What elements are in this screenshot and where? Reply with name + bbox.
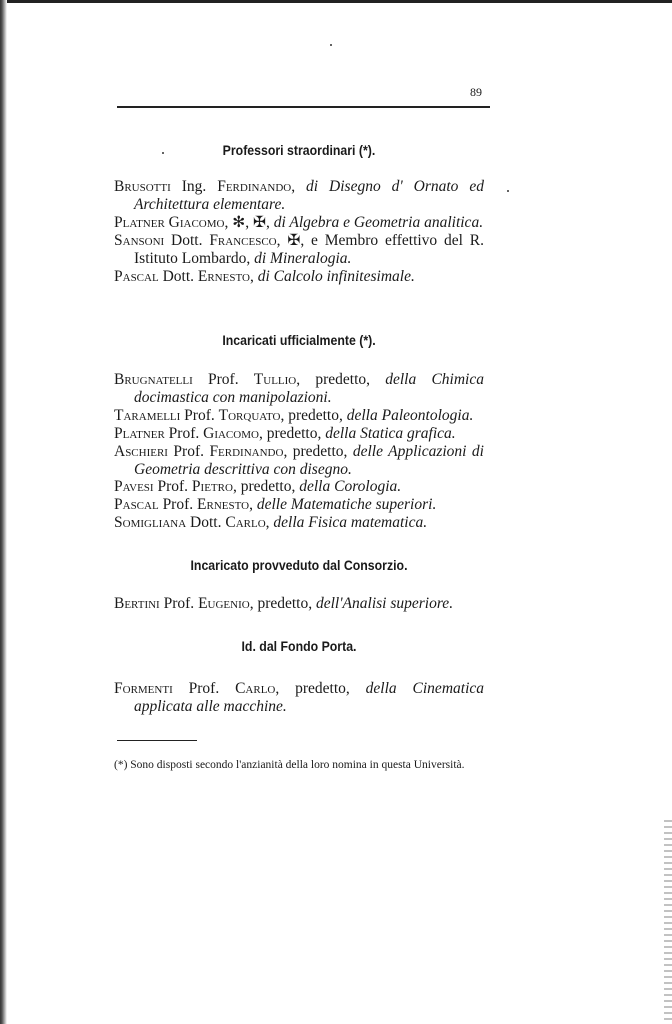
entry-text: , ✻, ✠, [224,213,274,231]
name-text: Brusotti [114,178,171,195]
subject-text: di Mineralogia. [254,249,352,267]
entry-text: Prof. [188,680,236,697]
name-text: Brugnatelli [114,371,193,388]
subject-text: della Statica grafica. [325,424,456,442]
faculty-entry [114,443,484,479]
entry-text: , predetto, [296,371,386,388]
name-text: Ernesto [197,496,250,514]
faculty-entry [114,595,484,613]
entry-text: Prof. [173,442,210,460]
scan-speck [330,44,332,46]
faculty-entry [114,496,484,514]
entry-text: , predetto, [258,424,326,442]
footnote: (*) Sono disposti secondo l'anzianità della loro nomina in questa Università. [114,759,465,771]
entry-text: , predetto, [280,406,347,424]
name-text: Ernesto [197,267,250,285]
scan-top-border [0,0,672,3]
scan-right-edge [664,820,672,1024]
name-text: Taramelli [114,406,181,424]
faculty-entry [114,514,484,532]
section-entries [114,595,484,613]
header-rule [117,106,490,108]
entry-text: Prof. [157,478,192,496]
name-text: Bertini [114,595,160,612]
section-heading: Incaricati ufficialmente (*). [222,332,376,348]
subject-text: della Corologia. [299,478,402,496]
entry-text: Dott. [162,267,198,285]
name-text: Carlo [225,514,266,532]
entry-text: , ✠, e Membro effettivo del R. Istituto Lombardo, [134,231,485,267]
entry-text: , [291,178,307,195]
name-text: Francesco [209,231,277,249]
faculty-entry [114,214,484,232]
subject-text: della Fisica matematica. [273,514,428,532]
subject-text: della Cinematica applicata alle macchine. [134,680,485,715]
entry-text: Prof. [162,496,198,514]
section-entries [114,178,484,285]
subject-text: della Paleontologia. [346,406,474,424]
subject-text: di Calcolo infinitesimale. [257,267,415,285]
entry-text: Dott. [171,231,210,249]
entry-text: Ing. [181,178,218,195]
name-text: Pascal [114,496,159,514]
footnote-rule [117,740,197,741]
subject-text: delle Matematiche superiori. [256,496,437,514]
section-heading: Incaricato provveduto dal Consorzio. [190,557,408,573]
faculty-entry [114,268,484,286]
name-text: Tullio [253,371,297,388]
entry-text: Prof. [163,595,199,612]
entry-text: , [249,267,258,285]
entry-text: , predetto, [283,442,353,460]
entry-text: Prof. [208,371,254,388]
faculty-entry [114,178,484,214]
subject-text: dell'Analisi superiore. [316,595,454,612]
scan-left-edge [0,0,7,1024]
scan-speck [507,190,509,192]
name-text: Formenti [114,680,173,697]
entry-text: Dott. [190,514,226,532]
subject-text: di Algebra e Geometria analitica. [273,213,484,231]
name-text: Giacomo [203,424,259,442]
name-text: Ferdinando [217,178,292,195]
name-text: Ferdinando [209,442,284,460]
entry-text: , [249,496,257,514]
name-text: Carlo [235,680,276,697]
entry-text: Prof. [184,406,219,424]
name-text: Somigliana [114,514,187,532]
faculty-entry [114,371,484,407]
subject-text: della Chimica docimastica con manipolazioni. [134,371,484,406]
page-number: 89 [470,85,482,99]
section-heading: Professori straordinari (*). [222,142,376,158]
entry-text: , predetto, [275,680,366,697]
entry-text: , [265,514,274,532]
faculty-entry [114,478,484,496]
subject-text: di Disegno d' Ornato ed Architettura elementare. [134,178,484,213]
name-text: Torquato [218,406,281,424]
faculty-entry [114,232,484,268]
entry-text: , predetto, [249,595,316,612]
name-text: Platner Giacomo [114,213,225,231]
name-text: Pavesi [114,478,154,496]
section-entries [114,371,484,532]
section-entries [114,680,484,716]
subject-text: delle Applicazioni di Geometria descrittiva con disegno. [134,442,484,478]
section-heading: Id. dal Fondo Porta. [241,638,357,654]
name-text: Sansoni [114,231,165,249]
entry-text: Prof. [168,424,204,442]
name-text: Pascal [114,267,159,285]
name-text: Pietro [191,478,233,496]
name-text: Aschieri [114,442,168,460]
entry-text: , predetto, [232,478,300,496]
faculty-entry [114,680,484,716]
faculty-entry [114,407,484,425]
faculty-entry [114,425,484,443]
name-text: Eugenio [198,595,250,612]
name-text: Platner [114,424,165,442]
